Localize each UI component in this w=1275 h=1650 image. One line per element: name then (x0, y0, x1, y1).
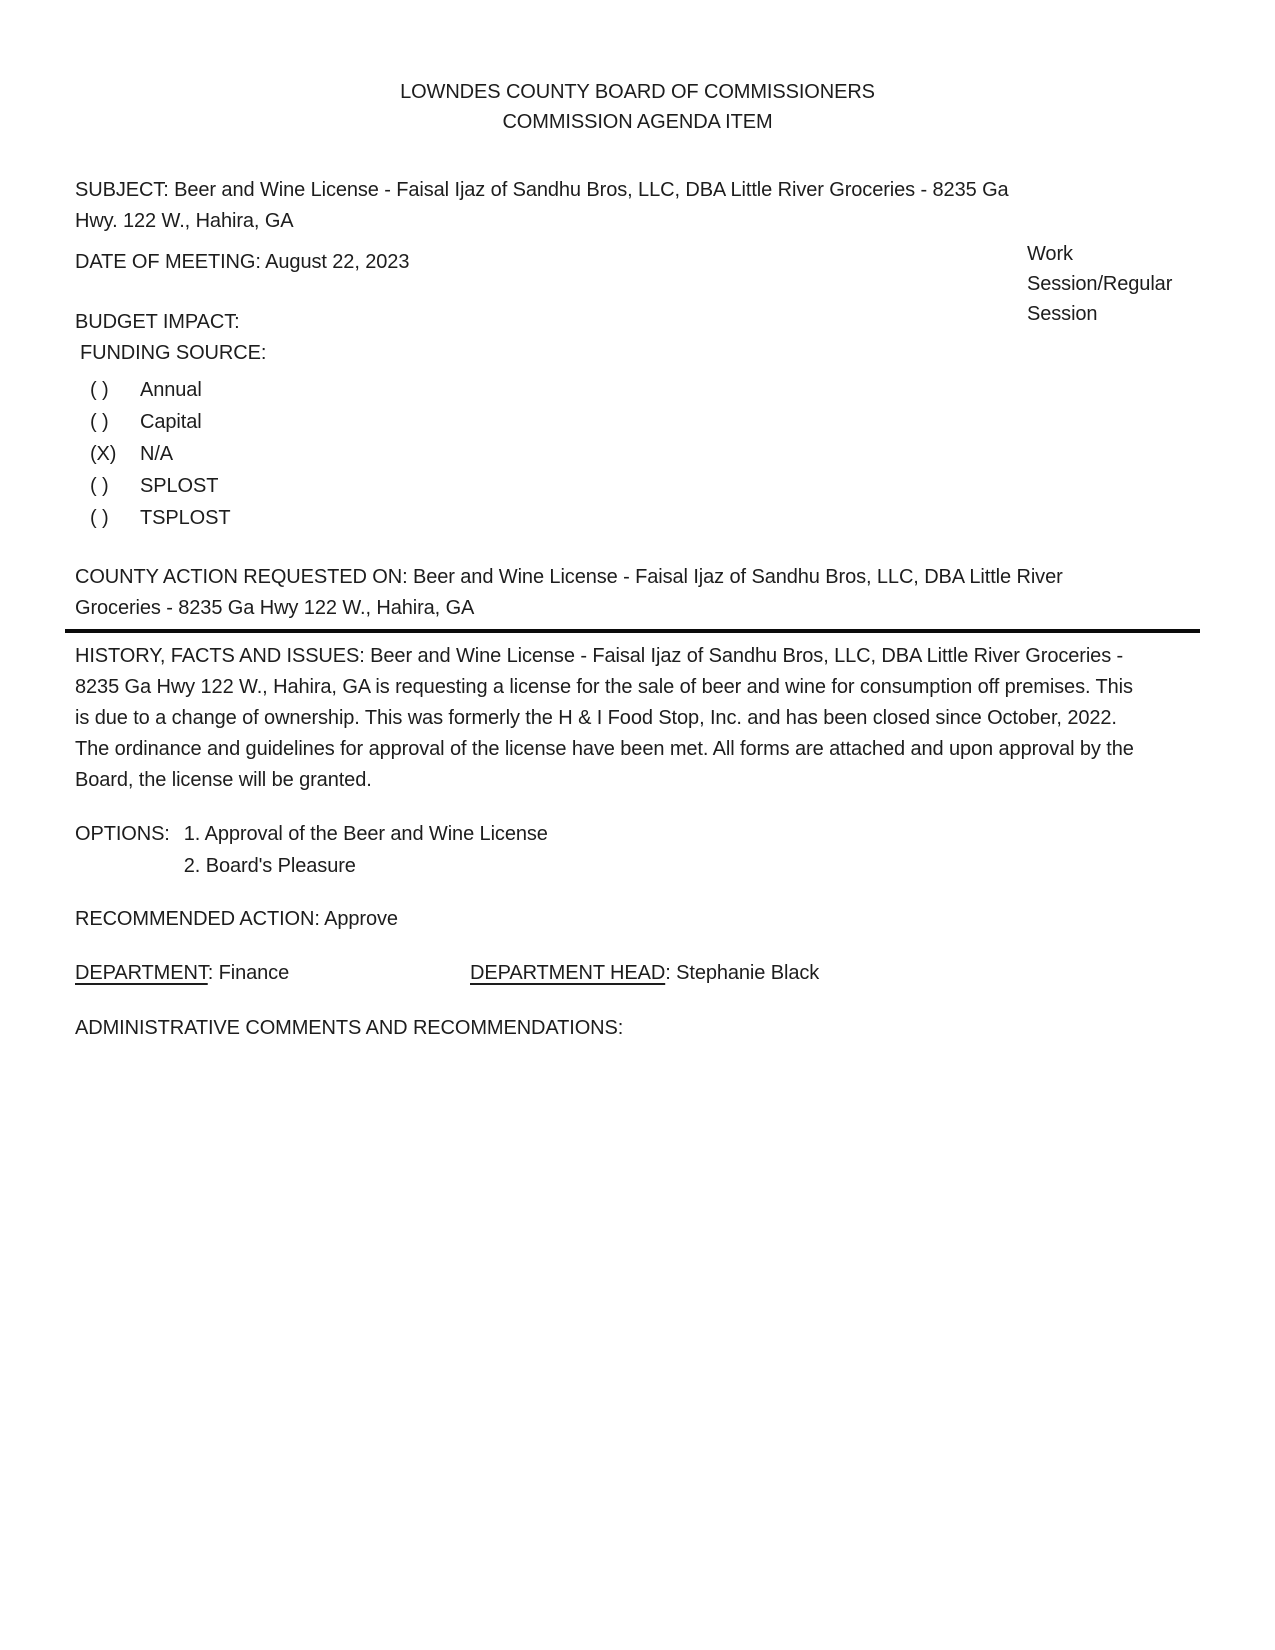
funding-options-list (75, 374, 1135, 534)
department-head-field (470, 958, 819, 989)
funding-option-na (75, 438, 1135, 470)
document-type-title: COMMISSION AGENDA ITEM (502, 111, 773, 133)
checkbox-mark-checked: (X) (90, 443, 117, 465)
history-facts-issues-paragraph: HISTORY, FACTS AND ISSUES: Beer and Wine License - Faisal Ijaz of Sandhu Bros, LLC, DBA Little River Groceries - 8235 Ga Hwy 122 W., Hahira, GA is requesting a license for the sale of beer and wine for consumption off premises. This is due to a change of ownership. This was formerly the H & I Food Stop, Inc. and has been closed since October, 2022. The ordinance and guidelines for approval of the license have been met. All forms are attached and upon approval by the Board, the license will be granted. (75, 645, 1134, 791)
options-list (184, 818, 548, 882)
subject-paragraph: SUBJECT: Beer and Wine License - Faisal Ijaz of Sandhu Bros, LLC, DBA Little River Groceries - 8235 Ga Hwy. 122 W., Hahira, GA (75, 179, 1009, 232)
options-label: OPTIONS: (75, 823, 170, 845)
option-item-1: 1. Approval of the Beer and Wine License (183, 823, 548, 845)
date-of-meeting: DATE OF MEETING: August 22, 2023 (75, 251, 410, 273)
department-value: : Finance (207, 962, 290, 984)
county-action-paragraph: COUNTY ACTION REQUESTED ON: Beer and Wine License - Faisal Ijaz of Sandhu Bros, LLC, DBA Little River Groceries - 8235 Ga Hwy 122 W., Hahira, GA (65, 562, 1200, 633)
option-item-2: 2. Board's Pleasure (183, 855, 356, 877)
department-head-value: : Stephanie Black (665, 962, 820, 984)
funding-option-label: TSPLOST (140, 507, 231, 529)
options-section (75, 818, 1135, 882)
funding-option-tsplost (75, 502, 1135, 534)
org-title: LOWNDES COUNTY BOARD OF COMMISSIONERS (400, 81, 875, 103)
budget-impact-label: BUDGET IMPACT: (75, 311, 240, 333)
department-label: DEPARTMENT (75, 962, 208, 984)
department-field (75, 958, 470, 989)
department-head-label: DEPARTMENT HEAD (470, 962, 666, 984)
checkbox-mark: ( ) (90, 475, 109, 497)
recommended-action: RECOMMENDED ACTION: Approve (75, 908, 398, 930)
administrative-comments-label: ADMINISTRATIVE COMMENTS AND RECOMMENDATIONS: (75, 1017, 624, 1039)
session-type-note: Work Session/Regular Session (1027, 243, 1173, 325)
funding-option-label: Annual (140, 379, 202, 401)
checkbox-mark: ( ) (90, 379, 109, 401)
funding-option-splost (75, 470, 1135, 502)
department-row (75, 958, 1135, 989)
funding-option-capital (75, 406, 1135, 438)
checkbox-mark: ( ) (90, 411, 109, 433)
document-header (75, 77, 1200, 137)
funding-option-annual (75, 374, 1135, 406)
funding-source-label: FUNDING SOURCE: (80, 342, 267, 364)
funding-option-label: SPLOST (140, 475, 219, 497)
funding-option-label: Capital (140, 411, 202, 433)
funding-option-label: N/A (140, 443, 174, 465)
checkbox-mark: ( ) (90, 507, 109, 529)
